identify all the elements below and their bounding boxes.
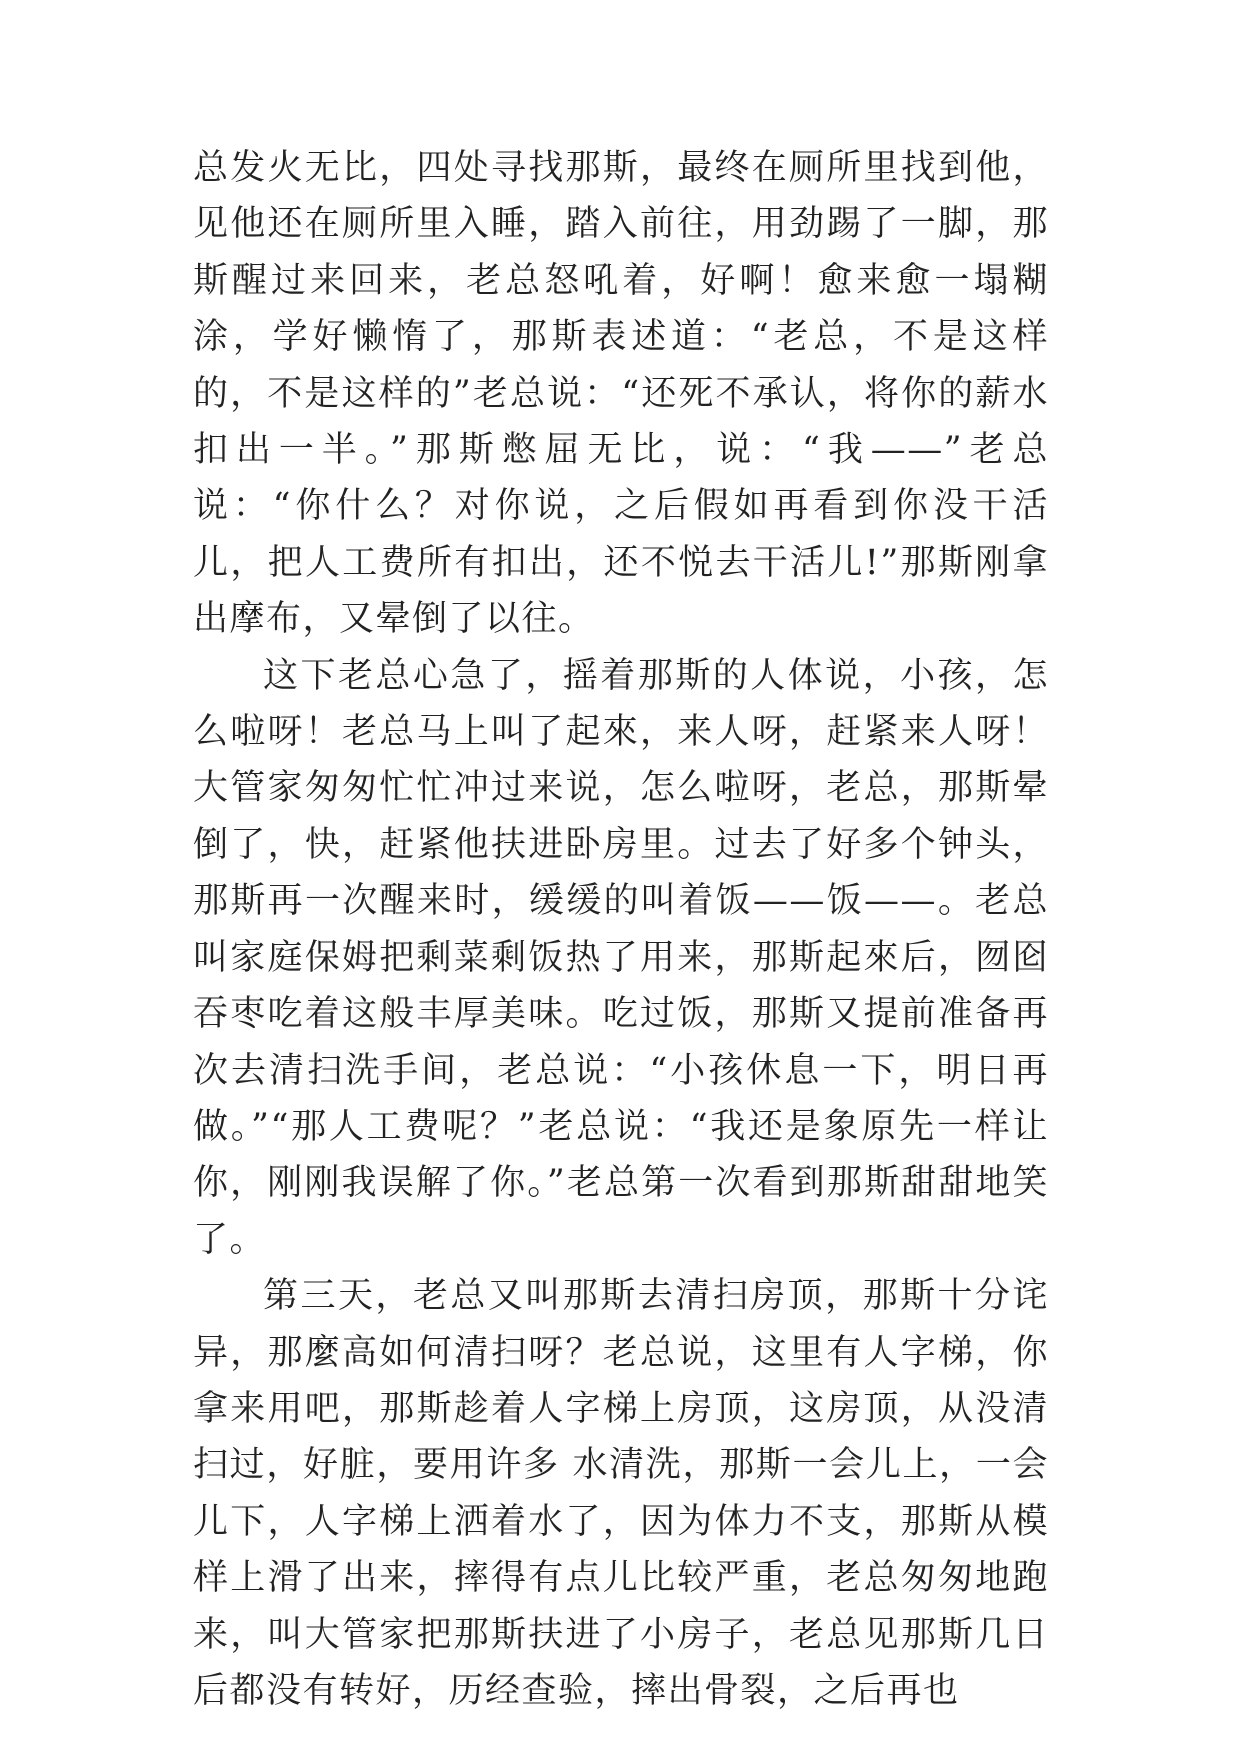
body-text (193, 140, 1049, 1719)
paragraph-3: 第三天，老总又叫那斯去清扫房顶，那斯十分诧异，那麼高如何清扫呀？老总说，这里有人字梯，你拿来用吧，那斯趁着人字梯上房顶，这房顶，从没清扫过，好脏，要用许多 水清洗，那斯一会儿上，一会儿下，人字梯上洒着水了，因为体力不支，那斯从模样上滑了出来，摔得有点儿比较严重，老总匆匆地跑来，叫大管家把那斯扶进了小房子，老总见那斯几日后都没有转好，历经查验，摔出骨裂，之后再也 (193, 1276, 1049, 1711)
paragraph-1: 总发火无比，四处寻找那斯，最终在厕所里找到他，见他还在厕所里入睡，踏入前往，用劲踢了一脚，那斯醒过来回来，老总怒吼着，好啊！愈来愈一塌糊涂，学好懒惰了，那斯表述道：“老总，不是这样的，不是这样的”老总说：“还死不承认，将你的薪水扣出一半。”那斯憋屈无比，说：“我——”老总说：“你什么？对你说，之后假如再看到你没干活儿，把人工费所有扣出，还不悦去干活儿!”那斯刚拿出摩布，又晕倒了以往。 (193, 148, 1049, 640)
paragraph-2: 这下老总心急了，摇着那斯的人体说，小孩，怎么啦呀！老总马上叫了起來，来人呀，赶紧来人呀！大管家匆匆忙忙冲过来说，怎么啦呀，老总，那斯晕倒了，快，赶紧他扶进卧房里。过去了好多个钟头，那斯再一次醒来时，缓缓的叫着饭——饭——。老总叫家庭保姆把剩菜剩饭热了用来，那斯起來后，囫囵吞枣吃着这般丰厚美味。吃过饭，那斯又提前准备再次去清扫洗手间，老总说：“小孩休息一下，明日再做。”“那人工费呢？”老总说：“我还是象原先一样让你，刚刚我误解了你。”老总第一次看到那斯甜甜地笑了。 (193, 655, 1049, 1260)
